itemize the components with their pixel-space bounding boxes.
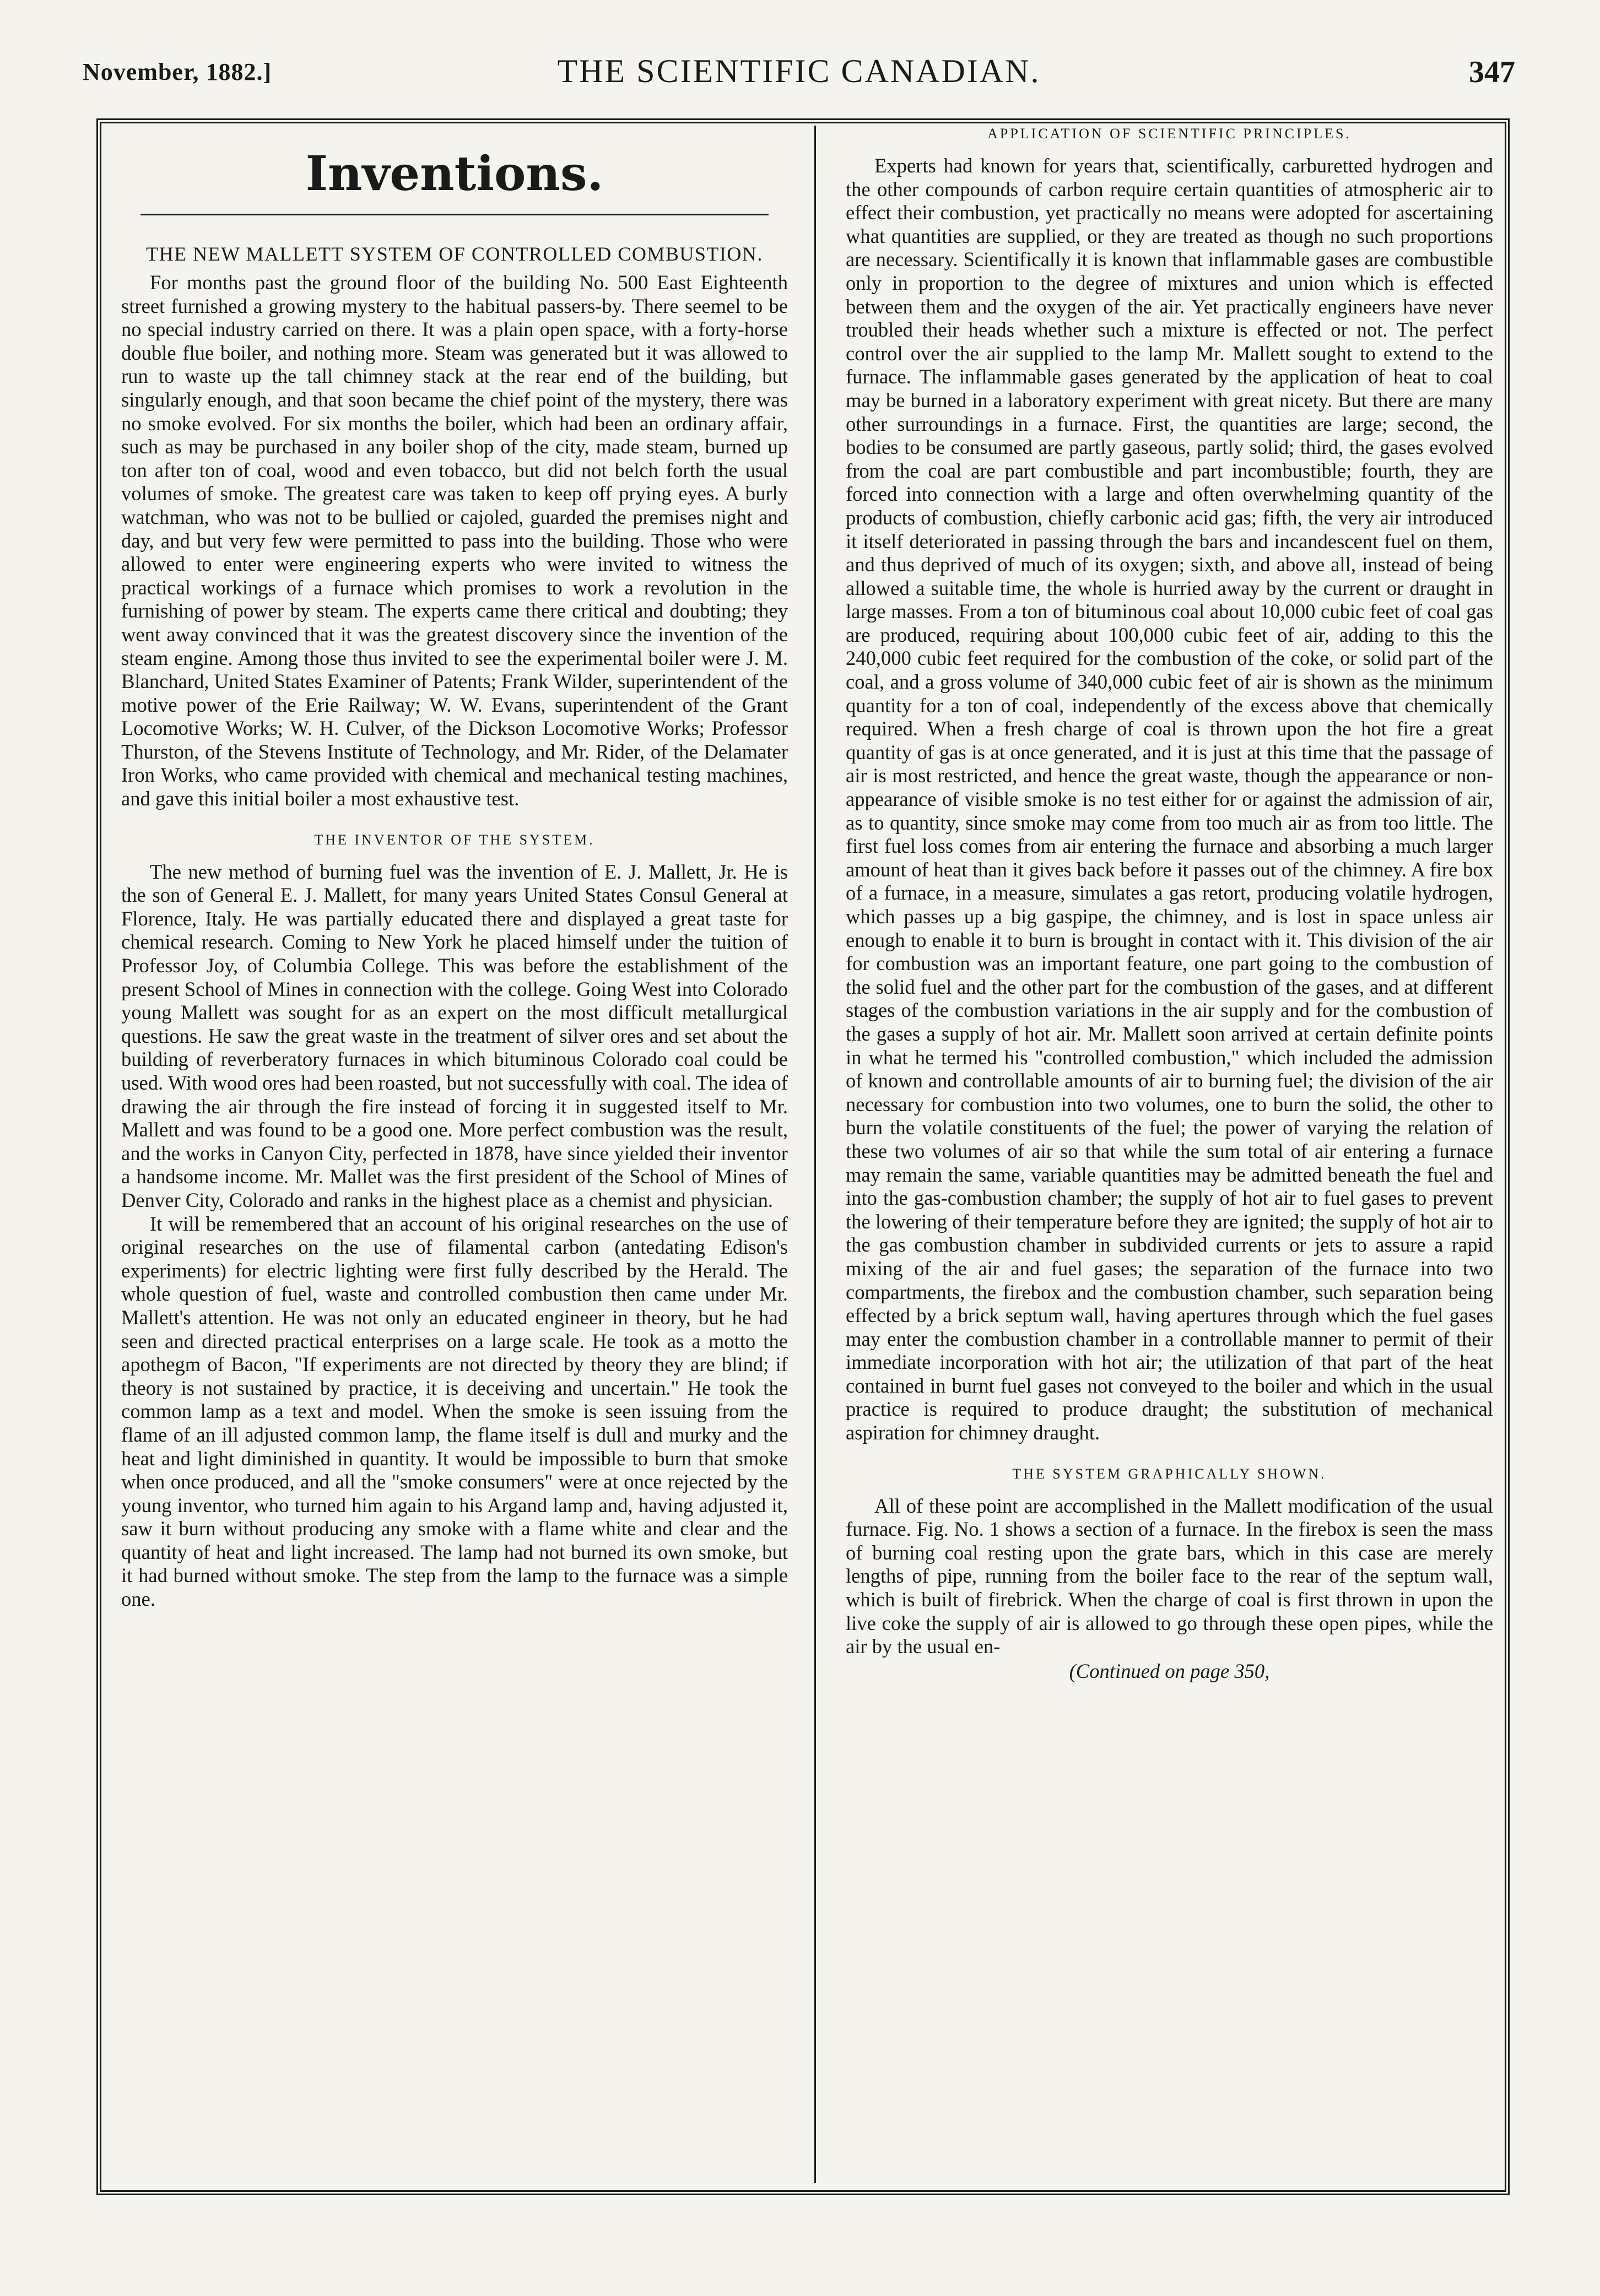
inventor-subhead: THE INVENTOR OF THE SYSTEM. bbox=[314, 831, 595, 848]
researches-paragraph: It will be remembered that an account of his original researches on the use of original researches on the use of filamental carbon (antedating Edison's experiments) for electric lighting were first fully described by the Herald. The whole question of fuel, waste and controlled combustion then came under Mr. Mallett's attention. He was not only an educated engineer in theory, but he had seen and directed practical enterprises on a large scale. He took as a motto the apothegm of Bacon, "If experiments are not directed by theory they are blind; if theory is not sustained by practice, it is deceiving and uncertain." He took the common lamp as a text and model. When the smoke is seen issuing from the flame of an ill adjusted common lamp, the flame itself is dull and murky and the heat and light diminished in quantity. It would be impossible to burn that smoke when once produced, and all the "smoke consumers" were at once rejected by the young inventor, who turned him again to his Argand lamp and, having adjusted it, saw it burn without producing any smoke with a flame white and clear and the quantity of heat and light increased. The lamp had not burned its own smoke, but it had burned without smoke. The step from the lamp to the furnace was a simple one. bbox=[121, 1212, 788, 1611]
application-subhead: APPLICATION OF SCIENTIFIC PRINCIPLES. bbox=[987, 126, 1352, 142]
application-paragraph: Experts had known for years that, scientifically, carburetted hydrogen and the other compounds of carbon require certain quantities of atmospheric air to effect their combustion, yet practically no means were adopted for ascertaining what quantities are supplied, or they are treated as though no such proportions are necessary. Scientifically it is known that inflammable gases are combustible only in proportion to the degree of mixtures and union which is effected between them and the oxygen of the air. Yet practically engineers have never troubled their heads whether such a mixture is effected or not. The perfect control over the air supplied to the lamp Mr. Mallett sought to extend to the furnace. The inflammable gases generated by the application of heat to coal may be burned in a laboratory experiment with great nicety. But there are many other surroundings in a furnace. First, the quantities are large; second, the bodies to be consumed are partly gaseous, partly solid; third, the gases evolved from the coal are part combustible and part incombustible; fourth, they are forced into connection with a large and often overwhelming quantity of the products of combustion, chiefly carbonic acid gas; fifth, the very air introduced it itself deteriorated in passing through the bars and incandescent fuel on them, and thus deprived of much of its oxygen; sixth, and above all, instead of being allowed a suitable time, the whole is hurried away by the current or draught in large masses. From a ton of bituminous coal about 10,000 cubic feet of coal gas are produced, requiring about 100,000 cubic feet of air, adding to this the 240,000 cubic feet required for the combustion of the coke, or solid part of the coal, and a gross volume of 340,000 cubic feet of air is shown as the minimum quantity for a ton of coal, independently of the excess above that chemically required. When a fresh charge of coal is thrown upon the hot fire a great quantity of gas is at once generated, and it is just at this time that the passage of air is most restricted, and hence the great waste, though the appearance or non-appearance of visible smoke is no test either for or against the admission of air, as to quantity, since smoke may come from too much air as from too little. The first fuel loss comes from air entering the furnace and absorbing a much larger amount of heat than it gives back before it passes out of the chimney. A fire box of a furnace, in a measure, simulates a gas retort, producing volatile hydrogen, which passes up a big gaspipe, the chimney, and is lost in space unless air enough to enable it to burn is brought in contact with it. This division of the air for combustion was an important feature, one part going to the combustion of the solid fuel and the other part for the combustion of the gases, and at different stages of the combustion variations in the air supply and for the combustion of the gases a supply of hot air. Mr. Mallett soon arrived at certain definite points in what he termed his "controlled combustion," which included the admission of known and controllable amounts of air to burning fuel; the division of the air necessary for combustion into two volumes, one to burn the solid, the other to burn the volatile constituents of the fuel; the power of varying the relation of these two volumes of air so that while the sum total of air entering a furnace may remain the same, variable quantities may be admitted beneath the fuel and into the gas-combustion chamber; the supply of hot air to fuel gases to prevent the lowering of their temperature before they are ignited; the supply of hot air to the gas combustion chamber in subdivided currents or jets to assure a rapid mixing of the air and fuel gases; the separation of the furnace into two compartments, the firebox and the combustion chamber, such separation being effected by a brick septum wall, having apertures through which the fuel gases may enter the combustion chamber in a controllable manner to permit of their immediate incorporation with hot air; the utilization of that part of the heat contained in burnt fuel gases not conveyed to the boiler and which in the usual practice is required to produce draught; the substitution of mechanical aspiration for chimney draught. bbox=[846, 154, 1493, 1444]
intro-paragraph: For months past the ground floor of the building No. 500 East Eighteenth street furnished a growing mystery to the habitual passers-by. There seemel to be no special industry carried on there. It was a plain open space, with a forty-horse double flue boiler, and nothing more. Steam was generated but it was allowed to run to waste up the tall chimney stack at the rear end of the building, but singularly enough, and that soon became the chief point of the mystery, there was no smoke evolved. For six months the boiler, which had been an ordinary affair, such as may be purchased in any boiler shop of the city, made steam, burned up ton after ton of coal, wood and even tobacco, but did not belch forth the usual volumes of smoke. The greatest care was taken to keep off prying eyes. A burly watchman, who was not to be bullied or cajoled, guarded the premises night and day, and but very few were permitted to pass into the building. Those who were allowed to enter were engineering experts who were invited to witness the practical workings of a furnace which promises to work a revolution in the furnishing of power by steam. The experts came there critical and doubting; they went away convinced that it was the greatest discovery since the invention of the steam engine. Among those thus invited to see the experimental boiler were J. M. Blanchard, United States Examiner of Patents; Frank Wilder, superintendent of the motive power of the Erie Railway; W. W. Evans, superintendent of the Grant Locomotive Works; W. H. Culver, of the Dickson Locomotive Works; Professor Thurston, of the Stevens Institute of Technology, and Mr. Rider, of the Delamater Iron Works, who came provided with chemical and mechanical testing machines, and gave this initial boiler a most exhaustive test. bbox=[121, 271, 788, 810]
inventor-paragraph: The new method of burning fuel was the invention of E. J. Mallett, Jr. He is the son of General E. J. Mallett, for many years United States Consul General at Florence, Italy. He was partially educated there and displayed a great taste for chemical research. Coming to New York he placed himself under the tuition of Professor Joy, of Columbia College. This was before the establishment of the present School of Mines in connection with the college. Going West into Colorado young Mallett was sought for as an expert on the most difficult metallurgical questions. He saw the great waste in the treatment of silver ores and set about the building of reverberatory furnaces in which bituminous Colorado coal could be used. With wood ores had been roasted, but not successfully with coal. The idea of drawing the air through the fire instead of forcing it in suggested itself to Mr. Mallett and was found to be a good one. More perfect combustion was the result, and the works in Canyon City, perfected in 1878, have since yielded their inventor a handsome income. Mr. Mallet was the first president of the School of Mines of Denver City, Colorado and ranks in the highest place as a chemist and physician. bbox=[121, 860, 788, 1211]
section-title: Inventions. bbox=[305, 146, 604, 202]
column-divider bbox=[814, 126, 816, 2183]
page-number: 347 bbox=[1469, 55, 1515, 89]
graphic-paragraph: All of these point are accomplished in the Mallett modification of the usual furnace. Fig. No. 1 shows a section of a furnace. In the firebox is seen the mass of burning coal resting upon the grate bars, which in this case are merely lengths of pipe, running from the boiler face to the rear of the septum wall, which is built of firebrick. When the charge of coal is first thrown in upon the live coke the supply of air is allowed to go through these open pipes, while the air by the usual en- bbox=[846, 1494, 1493, 1658]
masthead-title: THE SCIENTIFIC CANADIAN. bbox=[557, 53, 1041, 89]
article-headline: THE NEW MALLETT SYSTEM OF CONTROLLED COMBUSTION. bbox=[146, 243, 763, 265]
graphic-subhead: THE SYSTEM GRAPHICALLY SHOWN. bbox=[1012, 1465, 1327, 1482]
issue-date: November, 1882.] bbox=[83, 58, 272, 85]
section-rule bbox=[140, 214, 769, 215]
right-column bbox=[846, 126, 1493, 1683]
page-header bbox=[83, 52, 1515, 96]
left-column bbox=[121, 126, 788, 1611]
continued-note: (Continued on page 350, bbox=[1069, 1659, 1270, 1682]
